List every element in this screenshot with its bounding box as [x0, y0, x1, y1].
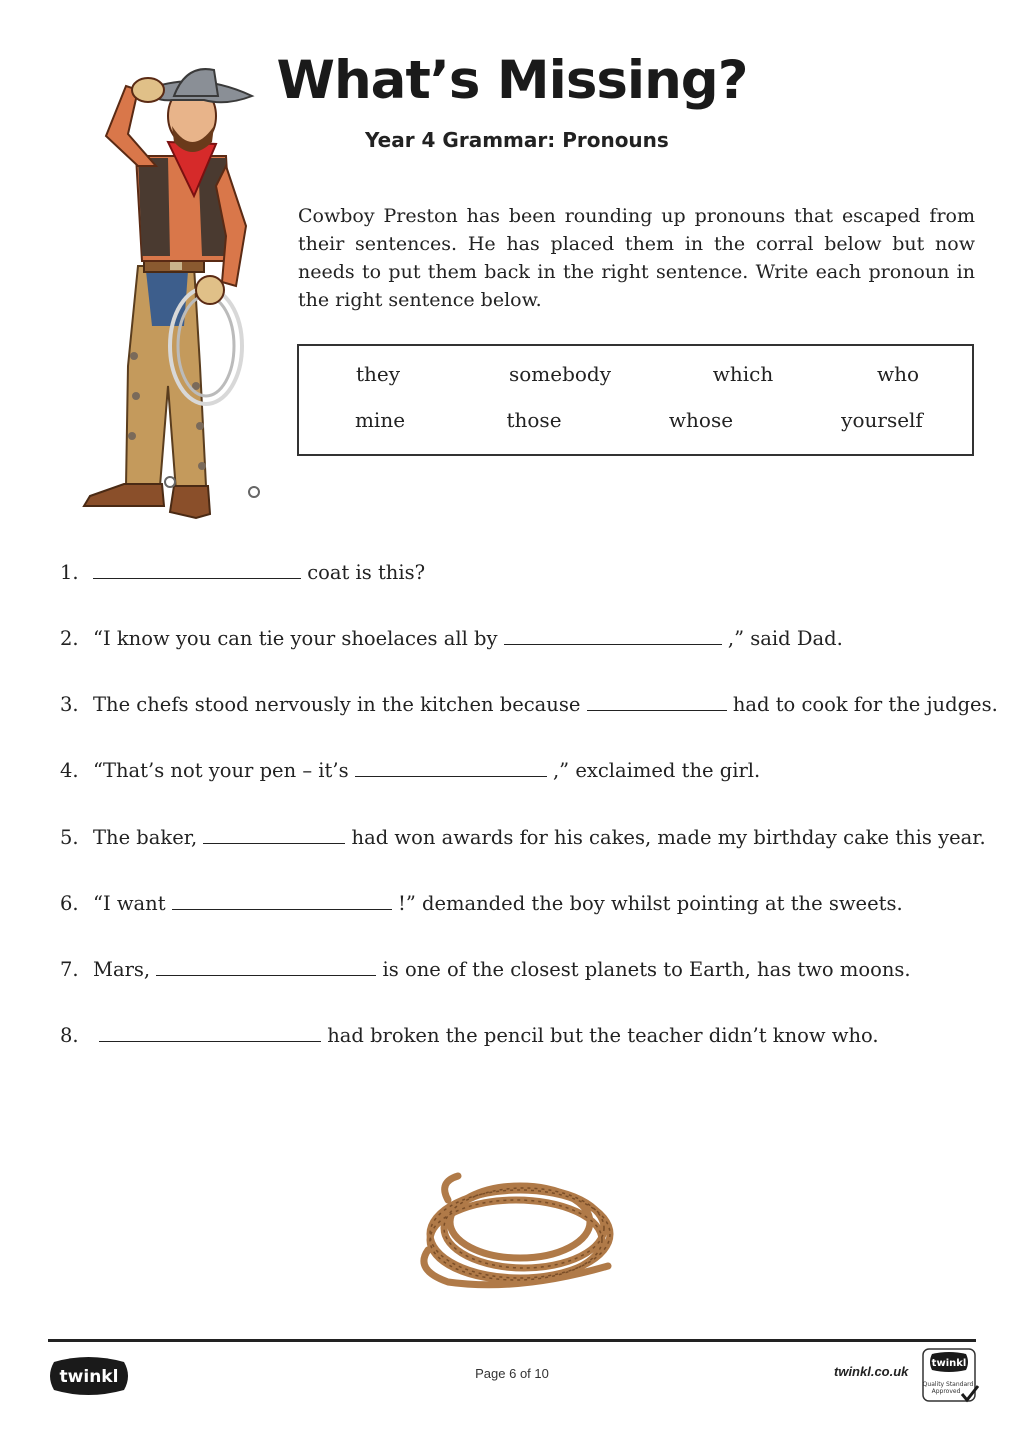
- question-5: [60, 825, 986, 849]
- quality-badge: [922, 1348, 980, 1404]
- pronoun-word: somebody: [508, 362, 612, 386]
- pronoun-word: those: [506, 408, 562, 432]
- question-4: [60, 758, 760, 782]
- page-title: What’s Missing?: [276, 50, 748, 111]
- question-7: [60, 957, 911, 981]
- logo-text: twinkl: [59, 1367, 119, 1387]
- answer-blank[interactable]: [172, 891, 392, 910]
- answer-blank[interactable]: [99, 1023, 321, 1042]
- page-number: Page 6 of 10: [475, 1366, 549, 1381]
- question-text-after: !” demanded the boy whilst pointing at the sweets.: [391, 892, 903, 915]
- question-text-before: The baker,: [93, 826, 204, 849]
- question-6: [60, 891, 903, 915]
- pronoun-word: whose: [668, 408, 734, 432]
- answer-blank[interactable]: [156, 957, 376, 976]
- question-number: 1.: [60, 561, 79, 584]
- page-subtitle: Year 4 Grammar: Pronouns: [365, 128, 669, 152]
- badge-title: twinkl: [931, 1358, 967, 1369]
- question-text-after: coat is this?: [301, 561, 426, 584]
- badge-text-1: Quality Standard: [922, 1381, 974, 1388]
- question-number: 5.: [60, 826, 79, 849]
- question-8: [60, 1023, 879, 1047]
- question-text-before: “I know you can tie your shoelaces all by: [93, 627, 504, 650]
- question-number: 7.: [60, 958, 79, 981]
- question-text-after: had won awards for his cakes, made my birthday cake this year.: [345, 826, 986, 849]
- question-number: 6.: [60, 892, 79, 915]
- question-text-before: “That’s not your pen – it’s: [93, 759, 355, 782]
- question-number: 2.: [60, 627, 79, 650]
- pronoun-word-box: [297, 344, 974, 456]
- question-text-after: is one of the closest planets to Earth, has two moons.: [376, 958, 911, 981]
- question-number: 3.: [60, 693, 79, 716]
- question-2: [60, 626, 843, 650]
- site-url: twinkl.co.uk: [834, 1364, 909, 1379]
- cowboy-illustration: [76, 66, 272, 522]
- question-text-after: had broken the pencil but the teacher didn’t know who.: [321, 1024, 879, 1047]
- badge-text-2: Approved: [931, 1388, 961, 1395]
- pronoun-word: which: [712, 362, 774, 386]
- answer-blank[interactable]: [587, 692, 727, 711]
- question-text-before: The chefs stood nervously in the kitchen because: [93, 693, 587, 716]
- pronoun-word: yourself: [841, 408, 923, 432]
- pronoun-word: they: [355, 362, 401, 386]
- question-number: 4.: [60, 759, 79, 782]
- question-3: [60, 692, 998, 716]
- pronoun-word: mine: [354, 408, 406, 432]
- intro-text: Cowboy Preston has been rounding up pronouns that escaped from their sentences. He has placed them in the corral below but now needs to put them back in the right sentence. Write each pronoun in the right sentence below.: [298, 205, 975, 311]
- footer-divider: [48, 1339, 976, 1342]
- answer-blank[interactable]: [203, 825, 345, 844]
- question-text-before: “I want: [93, 892, 172, 915]
- question-text-after: ,” exclaimed the girl.: [546, 759, 761, 782]
- rope-illustration: [408, 1170, 622, 1292]
- question-number: 8.: [60, 1024, 79, 1047]
- pronoun-word: who: [876, 362, 920, 386]
- question-1: [60, 560, 425, 584]
- answer-blank[interactable]: [355, 758, 547, 777]
- answer-blank[interactable]: [504, 626, 722, 645]
- question-text-after: had to cook for the judges.: [726, 693, 998, 716]
- question-text-before: Mars,: [93, 958, 157, 981]
- question-text-after: ,” said Dad.: [721, 627, 843, 650]
- answer-blank[interactable]: [93, 560, 301, 579]
